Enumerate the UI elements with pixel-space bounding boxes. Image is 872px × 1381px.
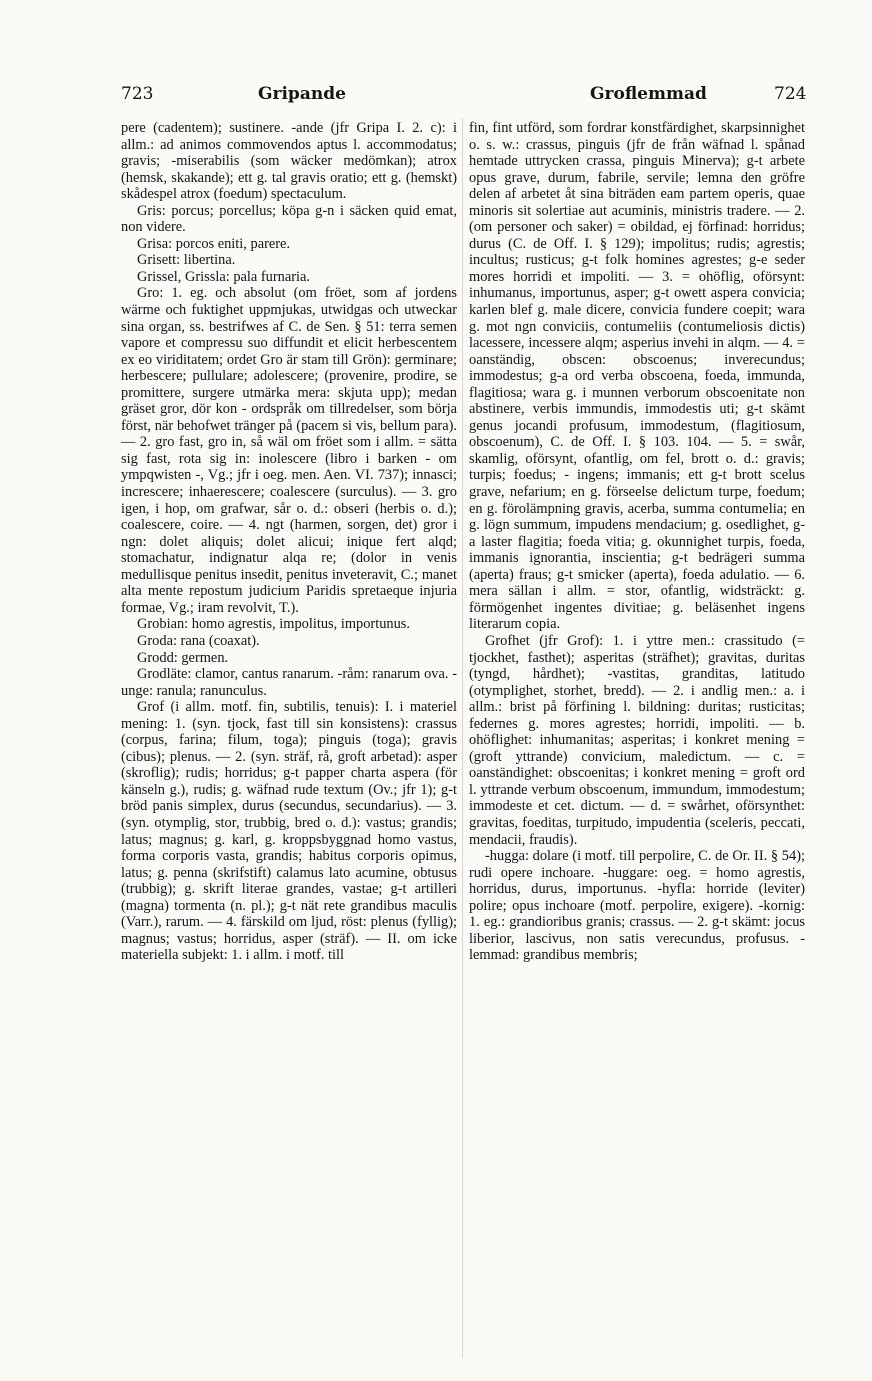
entry-grofhet: Grofhet (jfr Grof): 1. i yttre men.: crassitudo (= tjockhet, fasthet); asperitas (sträfhet); gravitas, duritas (tyngd, hårdhet); -vastitas, granditas, latitudo (otymplighet, storhet, bredd). — 2. i andlig men.: a. i allm.: brist på förfining l. bildning: duritas; rusticitas; federnes g. mores agrestes; horridi, impoliti. — b. ohöflighet: inhumanitas; asperitas; i konkret mening = (groft yttrande) convicium, maledictum. — c. = oanständighet: obscoenitas; i konkret mening = groft ord l. yttrande verbum obscoenum, immundum, immodestum; immodeste et cet. dictum. — d. = swårhet, oförsynthet: gravitas, foeditas, turpitudo, impudentia (sceleris, peccati, mendacii, fraudis).: [469, 632, 805, 848]
right-column: [469, 120, 805, 1360]
entry-gris: Gris: porcus; porcellus; köpa g-n i säcken quid emat, non videre.: [121, 202, 457, 236]
entry-grof-compounds: -hugga: dolare (i motf. till perpolire, C. de Or. II. § 54); rudi opere inchoare. -huggare: oeg. = homo agrestis, horridus, durus, importunus. -hyfla: horride (leviter) polire; opus inchoare (motf. perpolire, exigere). -kornig: 1. eg.: grandioribus granis; crassus. — 2. g-t skämt: jocus liberior, lascivus, non satis verecundus, profusus. -lemmad: grandibus membris;: [469, 848, 805, 964]
entry-grisett: Grisett: libertina.: [137, 252, 236, 269]
right-page-number: 724: [774, 84, 807, 104]
right-running-headword: Groflemmad: [590, 84, 707, 104]
entry-groda: Groda: rana (coaxat).: [137, 632, 260, 649]
entry-grof-continuation: fin, fint utförd, som fordrar konstfärdighet, skarpsinnighet o. s. w.: crassus, pinguis (jfr de från wäfnad l. spånad hemtade uttrycken crassa, pinguis Minerva); g-t arbete opus grave, durum, fabrile, servile; lemna den gröfre delen af arbetet åt sina biträden eam partem operis, quae minoris sit solertiae aut acuminis, ministris tradere. — 2. (om personer och saker) = obildad, ej förfinad: horridus; durus (C. de Off. I. § 129); impolitus; rudis; agrestis; incultus; rusticus; g-t folk homines agrestes; g-e seder mores horridi et impoliti. — 3. = ohöflig, oförsynt: inhumanus, importunus, asper; g-t owett aspera convicia; karlen blef g. male dicere, convicia fundere coepit; wara g. mot ngn conviciis, contumeliis (contumeliosis dictis) lacessere, incessere alqm; asperius invehi in alqm. — 4. = oanständig, obscen: obscoenus; inverecundus; immodestus; g-a ord verba obscoena, foeda, immunda, flagitiosa; wara g. i munnen verborum obscoenitate non abstinere, verbis immundis, immodestis uti; g-t skämt genus jocandi profusum, immodestum, (flagitiosum, obscoenum), C. de Off. I. § 103. 104. — 5. = swår, skamlig, oförsynt, ofantlig, om fel, brott o. d.: gravis; turpis; foedus; - ingens; immanis; ett g-t brott scelus grave, nefarium; en g. förseelse delictum turpe, foedum; en g. förolämpning gravis, acerba, summa contumelia; en g. lögn summum, impudens mendacium; g. osedlighet, g-a laster flagitia; foeda vitia; g. okunnighet turpis, foeda, immanis ignorantia, inscientia; g-t bedrägeri summa (aperta) fraus; g-t smicker (aperta), foeda adulatio. — 6. mera sällan i allm. = stor, ofantlig, widsträckt: g. förmögenhet ingentes divitiae; g. beläsenhet ingens literarum copia.: [469, 120, 805, 633]
entry-grobian: Grobian: homo agrestis, impolitus, importunus.: [137, 616, 411, 633]
entry-continuation: pere (cadentem); sustinere. -ande (jfr Gripa I. 2. c): i allm.: ad animos commovendos aptus l. accommodatus; gravis; -miserabilis (som wäcker medömkan); atrox (hemsk, skakande); ett g. tal gravis oratio; ett g. (hemskt) skådespel atrox (foedum) spectaculum.: [121, 120, 457, 203]
left-page-number: 723: [121, 84, 154, 104]
entry-grodd: Grodd: germen.: [137, 649, 229, 666]
page-header: [0, 84, 872, 110]
entry-grissel: Grissel, Grissla: pala furnaria.: [137, 268, 311, 285]
entry-gro: Gro: 1. eg. och absolut (om fröet, som af jordens wärme och fuktighet uppmjukas, utwidgas och utweckar sina organ, ss. bestrifwes af C. de Sen. § 51: terra semen vapore et compressu suo diffundit et elicit herbescentem ex eo viriditatem; ordet Gro är stam till Grön): germinare; herbescere; pullulare; adolescere; (provenire, prodire, se promittere, surgere utmärka mera: skjuta upp); medan gräset gror, dör kon - ordspråk om tillredelser, som börja först, när behofwet tränger på (pacem si vis, bellum para). — 2. gro fast, gro in, så wäl om fröet som i allm. = sätta sig fast, rota sig in: inolescere (libro i barken - om ympqwisten -, Vg.; jfr i oeg. men. Aen. VI. 737); innasci; increscere; inhaerescere; coalescere (surculus). — 3. gro igen, i hop, om grafwar, sår o. d.: obseri (herbis o. d.); coalescere, coire. — 4. ngt (harmen, sorgen, det) gror i ngn: dolet aliquis; dolet alicui; inique fert alqd; stomachatur, indignatur alqa re; (dolor in venis medullisque penitus insedit, penitus inveteravit, C.; manet alta mente repostum judicium Paridis spretaeque injuria formae, Vg.; iram revolvit, T.).: [121, 285, 457, 616]
column-divider: [462, 118, 463, 1358]
entry-grof: Grof (i allm. motf. fin, subtilis, tenuis): I. i materiel mening: 1. (syn. tjock, fast till sin konsistens): crassus (corpus, farina; filum, toga); pinguis (toga); gravis (cibus); plenus. — 2. (syn. sträf, rå, groft arbetad): asper (skroflig); rudis; horridus; g-t papper charta aspera (för känseln g.), rudis; g. wäfnad rude textum (Ov.; jfr 1); g-t bröd panis simplex, durus (secundus, secundarius). — 3. (syn. otymplig, stor, trubbig, bred o. d.): vastus; grandis; latus; magnus; g. karl, g. kroppsbyggnad homo vastus, forma corporis vasta, grandis; habitus corporis opimus, latus; g. penna (skrifstift) calamus lato acumine, obtusus (trubbig); g. skrift literae grandes, vastae; g-t artilleri (magna) tormenta (n. pl.); g-t nät rete grandibus maculis (Varr.), rarum. — 4. färskild om ljud, röst: plenus (fyllig); magnus; vastus; horridus, asper (sträf). — II. om icke materiella subjekt: 1. i allm. i motf. till: [121, 699, 457, 964]
left-running-headword: Gripande: [258, 84, 346, 104]
left-column: [121, 120, 457, 1360]
entry-grisa: Grisa: porcos eniti, parere.: [137, 235, 291, 252]
entry-grodlate: Grodläte: clamor, cantus ranarum. -råm: ranarum ova. -unge: ranula; ranunculus.: [121, 666, 457, 699]
